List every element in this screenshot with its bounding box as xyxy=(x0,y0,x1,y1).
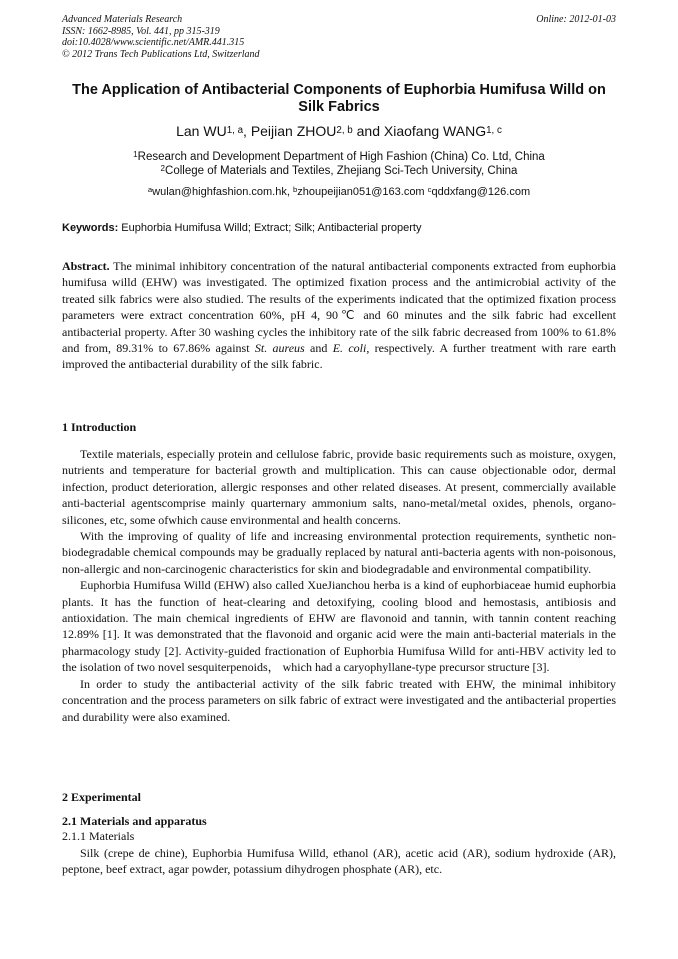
introduction-body xyxy=(62,446,616,725)
email-address[interactable]: zhoupeijian051@163.com xyxy=(297,186,428,198)
affiliation-number: 1 xyxy=(133,150,138,160)
abstract-label: Abstract. xyxy=(62,259,110,273)
journal-issn: ISSN: 1662-8985, Vol. 441, pp 315-319 xyxy=(62,25,220,37)
paragraph: Euphorbia Humifusa Willd (EHW) also called XueJianchou herba is a kind of euphorbiaceae humid euphorbia plants. It has the function of heat-clearing and detoxifying, cooling blood and hemostasis, antibiosis and antioxidation. The main chemical ingredients of EHW are flavonoid and tannin, with tannin content reaching 12.89% [1]. It was demonstrated that the flavonoid and organic acid were the main anti-bacterial materials in the pharmacology study [2]. Activity-guided fractionation of Euphorbia Humifusa Willd for anti-HBV activity led to the isolation of two novel sesquiterpenoids， which had a caryophyllane-type precursor structure [3]. xyxy=(62,578,616,675)
paragraph: In order to study the antibacterial activity of the silk fabric treated with EHW, the minimal inhibitory concentration and the process parameters on silk fabric of extract were investigated and the antibacterial properties and durability were also examined. xyxy=(62,676,616,724)
affiliation-text: College of Materials and Textiles, Zhejiang Sci-Tech University, China xyxy=(165,165,518,177)
keywords-label: Keywords: xyxy=(62,222,119,234)
affiliation-number: 2 xyxy=(160,164,166,174)
journal-name: Advanced Materials Research xyxy=(62,14,183,25)
author-list: Lan WU$^{1, a}$, Peijian ZHOU$^{2, b}$ and Xiaofang WANG$^{1, c}$ xyxy=(176,123,502,139)
keywords xyxy=(62,221,616,235)
email-address[interactable]: qddxfang@126.com xyxy=(431,186,531,198)
paper-title: The Application of Antibacterial Components of Euphorbia Humifusa Willd on Silk Fabrics xyxy=(72,82,606,115)
affiliation xyxy=(62,164,616,178)
email-mark: b xyxy=(292,185,298,195)
section-heading: 2 Experimental xyxy=(62,790,141,804)
email-mark: a xyxy=(147,185,153,195)
paragraph: With the improving of quality of life and increasing environmental protection requirements, synthetic non-biodegradable chemical compounds may be gradually replaced by natural anti-bacteria agents with non-poisonous, non-allergic and non-carcinogenic characteristics for skin and biodegradable and environmental compatibility. xyxy=(62,529,616,576)
author-name: Xiaofang WANG xyxy=(383,123,487,139)
journal-copyright: © 2012 Trans Tech Publications Ltd, Switzerland xyxy=(62,48,260,60)
paragraph: Silk (crepe de chine), Euphorbia Humifusa Willd, ethanol (AR), acetic acid (AR), sodium hydroxide (AR), peptone, beef extract, agar powder, potassium dihydrogen phosphate (AR), etc. xyxy=(62,846,616,877)
journal-doi: doi:10.4028/www.scientific.net/AMR.441.315 xyxy=(62,37,245,48)
organism-name: E. coli xyxy=(332,341,367,356)
abstract: Abstract. The minimal inhibitory concentration of the natural antibacterial components extracted from euphorbia humifusa willd (EHW) was investigated. The optimized fixation process and the antimicrobial activity of the treated silk fabrics were also studied. The results of the experiments indicated that the optimized fixation process parameters were extract concentration 60%, pH 4, 90℃ and 60 minutes and the silk fabric had excellent antibacterial property. After 30 washing cycles the inhibitory rate of the silk fabric decreased from 100% to 61.8% and from, 89.31% to 67.86% against St. aureus and E. coli, respectively. A further treatment with rare earth improved the antibacterial durability of the silk fabric. xyxy=(62,259,616,372)
author-affiliation-mark: 1, c xyxy=(486,124,502,136)
materials-body xyxy=(62,845,616,878)
organism-name: St. aureus xyxy=(254,341,305,356)
affiliation-text: Research and Development Department of High Fashion (China) Co. Ltd, China xyxy=(137,151,545,163)
author-name: Lan WU xyxy=(176,123,227,139)
author-affiliation-mark: 1, a xyxy=(226,124,244,136)
subsection-heading: 2.1 Materials and apparatus xyxy=(62,814,207,828)
journal-header xyxy=(62,14,616,60)
online-date: Online: 2012-01-03 xyxy=(536,14,616,25)
affiliation xyxy=(62,150,616,164)
email-address[interactable]: wulan@highfashion.com.hk, xyxy=(152,186,293,198)
author-emails xyxy=(62,185,616,199)
author-name: Peijian ZHOU xyxy=(250,123,337,139)
section-heading: 1 Introduction xyxy=(62,420,137,434)
paragraph: Textile materials, especially protein and cellulose fabric, provide basic requirements such as moisture, oxygen, nutrients and temperature for bacterial growth and multiplication. This can cause objectionable odor, dermal infection, product deterioration, allergic responses and other related diseases. At present, commercially available anti-bacterial agentscomprise mainly quarternary ammonium salts, nano-metal/metal oxides, phenols, organo-silicones, etc, some ofwhich cause environmental and health concerns. xyxy=(62,447,616,527)
author-affiliation-mark: 2, b xyxy=(336,124,353,136)
subsubsection-heading: 2.1.1 Materials xyxy=(62,829,135,843)
email-mark: c xyxy=(427,185,432,195)
keywords-text: Euphorbia Humifusa Willd; Extract; Silk; Antibacterial property xyxy=(118,222,422,234)
